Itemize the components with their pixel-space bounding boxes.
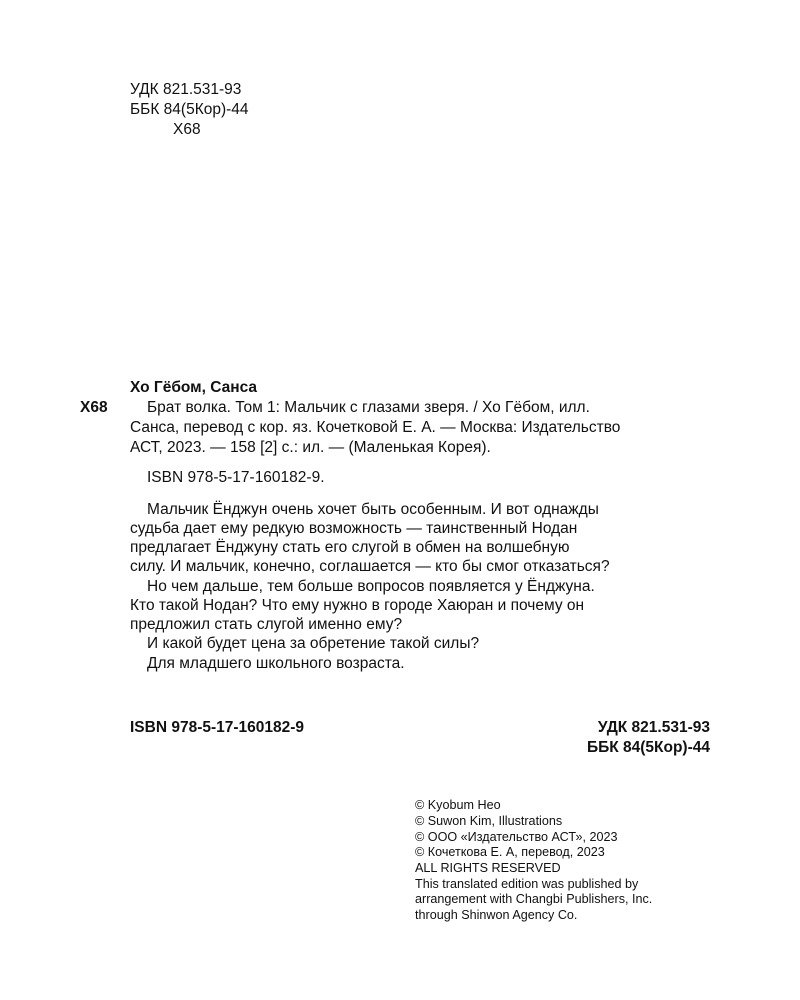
bibliography-line: Санса, перевод с кор. яз. Кочетковой Е. А. — Москва: Издательство bbox=[130, 419, 621, 436]
annotation-line: судьба дает ему редкую возможность — таинственный Нодан bbox=[130, 520, 578, 537]
annotation-line: предложил стать слугой именно ему? bbox=[130, 616, 403, 633]
bibliography-author-mark: Х68 bbox=[80, 399, 108, 416]
annotation-line: Для младшего школьного возраста. bbox=[147, 655, 405, 672]
copyright-line: This translated edition was published by bbox=[415, 877, 639, 891]
copyright-line: © ООО «Издательство АСТ», 2023 bbox=[415, 830, 618, 844]
bottom-bbk: ББК 84(5Кор)-44 bbox=[586, 739, 710, 756]
annotation-line: Кто такой Нодан? Что ему нужно в городе Хаюран и почему он bbox=[130, 597, 585, 614]
copyright-line: through Shinwon Agency Co. bbox=[415, 908, 578, 922]
bibliography-heading: Хо Гёбом, Санса bbox=[130, 379, 258, 396]
bbk-code: ББК 84(5Кор)-44 bbox=[130, 101, 249, 118]
bibliography-line: АСТ, 2023. — 158 [2] с.: ил. — (Маленькая Корея). bbox=[130, 439, 491, 456]
copyright-line: © Кочеткова Е. А, перевод, 2023 bbox=[415, 845, 605, 859]
bibliography-line: Брат волка. Том 1: Мальчик с глазами зверя. / Хо Гёбом, илл. bbox=[147, 399, 590, 416]
bibliography-isbn: ISBN 978-5-17-160182-9. bbox=[147, 469, 325, 486]
bottom-udk: УДК 821.531-93 bbox=[597, 719, 710, 736]
annotation-line: силу. И мальчик, конечно, соглашается — кто бы смог отказаться? bbox=[130, 558, 610, 575]
annotation-line: Мальчик Ёнджун очень хочет быть особенным. И вот однажды bbox=[147, 501, 599, 518]
copyright-line: ALL RIGHTS RESERVED bbox=[415, 861, 561, 875]
copyright-line: arrangement with Changbi Publishers, Inc. bbox=[415, 892, 653, 906]
author-mark: Х68 bbox=[173, 121, 201, 138]
annotation-line: Но чем дальше, тем больше вопросов появляется у Ёнджуна. bbox=[147, 578, 595, 595]
copyright-line: © Kyobum Heo bbox=[415, 798, 501, 812]
annotation-line: предлагает Ёнджуну стать его слугой в обмен на волшебную bbox=[130, 539, 570, 556]
bottom-isbn: ISBN 978-5-17-160182-9 bbox=[130, 719, 305, 736]
copyright-line: © Suwon Kim, Illustrations bbox=[415, 814, 563, 828]
annotation-line: И какой будет цена за обретение такой силы? bbox=[147, 635, 480, 652]
udk-code: УДК 821.531-93 bbox=[130, 81, 242, 98]
